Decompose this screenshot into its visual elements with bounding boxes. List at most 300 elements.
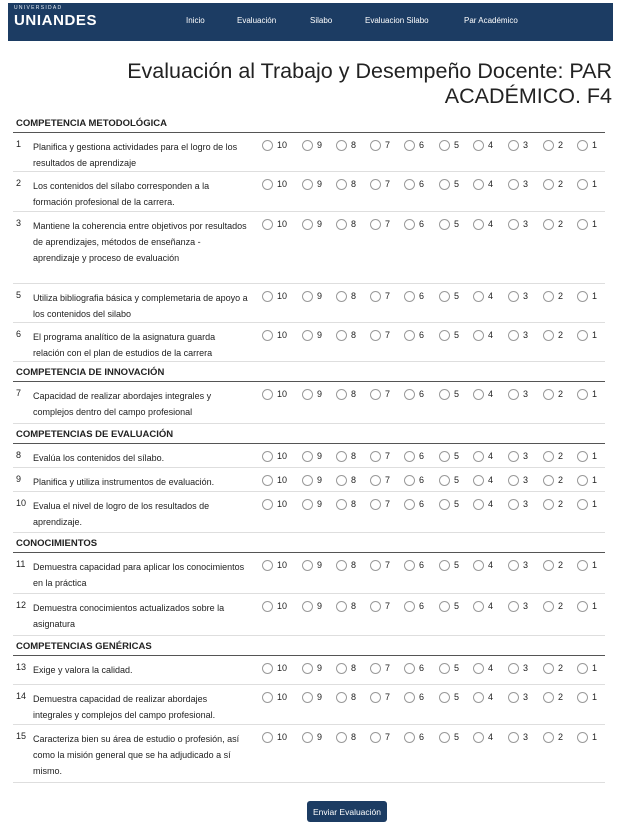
- radio-button[interactable]: [543, 732, 554, 743]
- rating-option[interactable]: [439, 731, 459, 743]
- rating-option[interactable]: [370, 559, 390, 571]
- rating-option[interactable]: [370, 450, 390, 462]
- radio-button[interactable]: [262, 291, 273, 302]
- radio-button[interactable]: [473, 499, 484, 510]
- radio-button[interactable]: [302, 330, 313, 341]
- radio-button[interactable]: [473, 732, 484, 743]
- rating-option[interactable]: [262, 474, 287, 486]
- rating-option[interactable]: [404, 731, 424, 743]
- radio-button[interactable]: [508, 692, 519, 703]
- radio-button[interactable]: [577, 451, 588, 462]
- rating-option[interactable]: [370, 600, 390, 612]
- rating-option[interactable]: [543, 290, 563, 302]
- radio-button[interactable]: [302, 389, 313, 400]
- rating-option[interactable]: [302, 388, 322, 400]
- radio-button[interactable]: [439, 330, 450, 341]
- rating-option[interactable]: [370, 139, 390, 151]
- rating-option[interactable]: [262, 139, 287, 151]
- rating-option[interactable]: [473, 691, 493, 703]
- radio-button[interactable]: [262, 732, 273, 743]
- radio-button[interactable]: [508, 451, 519, 462]
- rating-option[interactable]: [302, 498, 322, 510]
- rating-option[interactable]: [370, 290, 390, 302]
- radio-button[interactable]: [370, 475, 381, 486]
- question-row: [13, 594, 605, 636]
- radio-button[interactable]: [439, 451, 450, 462]
- radio-button[interactable]: [336, 560, 347, 571]
- radio-button[interactable]: [439, 140, 450, 151]
- rating-option[interactable]: [439, 139, 459, 151]
- radio-button[interactable]: [577, 601, 588, 612]
- radio-button[interactable]: [439, 663, 450, 674]
- nav-inicio[interactable]: Inicio: [186, 16, 205, 25]
- radio-button[interactable]: [508, 499, 519, 510]
- radio-button[interactable]: [473, 219, 484, 230]
- rating-option[interactable]: [336, 691, 356, 703]
- question-text: Planifica y utiliza instrumentos de evaluación.: [33, 477, 215, 487]
- rating-option[interactable]: [336, 329, 356, 341]
- radio-button[interactable]: [439, 732, 450, 743]
- rating-option[interactable]: [473, 474, 493, 486]
- radio-button[interactable]: [508, 330, 519, 341]
- rating-option[interactable]: [543, 474, 563, 486]
- rating-option[interactable]: [577, 218, 597, 230]
- rating-option[interactable]: [336, 388, 356, 400]
- rating-option[interactable]: [508, 600, 528, 612]
- rating-option[interactable]: [302, 329, 322, 341]
- radio-button[interactable]: [508, 601, 519, 612]
- radio-button[interactable]: [302, 219, 313, 230]
- rating-option[interactable]: [404, 178, 424, 190]
- radio-button[interactable]: [336, 663, 347, 674]
- radio-button[interactable]: [336, 291, 347, 302]
- radio-button[interactable]: [370, 560, 381, 571]
- rating-option[interactable]: [508, 290, 528, 302]
- radio-button[interactable]: [543, 219, 554, 230]
- rating-option[interactable]: [439, 691, 459, 703]
- radio-button[interactable]: [404, 663, 415, 674]
- rating-option[interactable]: [370, 388, 390, 400]
- rating-value: 4: [488, 179, 494, 189]
- radio-button[interactable]: [370, 601, 381, 612]
- rating-option[interactable]: [262, 600, 287, 612]
- uniandes-logo[interactable]: [14, 5, 97, 29]
- radio-button[interactable]: [543, 291, 554, 302]
- rating-option[interactable]: [473, 600, 493, 612]
- radio-button[interactable]: [404, 560, 415, 571]
- rating-option[interactable]: [543, 559, 563, 571]
- rating-option[interactable]: [508, 388, 528, 400]
- nav-silabo[interactable]: Silabo: [310, 16, 333, 25]
- rating-option[interactable]: [473, 388, 493, 400]
- rating-option[interactable]: [262, 498, 287, 510]
- radio-button[interactable]: [336, 601, 347, 612]
- radio-button[interactable]: [577, 663, 588, 674]
- radio-button[interactable]: [370, 291, 381, 302]
- rating-option[interactable]: [262, 691, 287, 703]
- radio-button[interactable]: [577, 389, 588, 400]
- rating-option[interactable]: [543, 731, 563, 743]
- radio-button[interactable]: [370, 732, 381, 743]
- radio-button[interactable]: [439, 291, 450, 302]
- radio-button[interactable]: [262, 499, 273, 510]
- rating-option[interactable]: [404, 559, 424, 571]
- rating-option[interactable]: [262, 559, 287, 571]
- nav-evaluacion-silabo[interactable]: Evaluacion Silabo: [365, 16, 429, 25]
- rating-option[interactable]: [370, 329, 390, 341]
- rating-option[interactable]: [370, 178, 390, 190]
- rating-option[interactable]: [336, 178, 356, 190]
- rating-option[interactable]: [543, 600, 563, 612]
- rating-option[interactable]: [370, 474, 390, 486]
- rating-option[interactable]: [543, 178, 563, 190]
- rating-option[interactable]: [473, 662, 493, 674]
- rating-option[interactable]: [543, 218, 563, 230]
- rating-option[interactable]: [336, 731, 356, 743]
- rating-option[interactable]: [473, 329, 493, 341]
- rating-option[interactable]: [404, 691, 424, 703]
- radio-button[interactable]: [336, 451, 347, 462]
- radio-button[interactable]: [508, 291, 519, 302]
- rating-option[interactable]: [302, 450, 322, 462]
- rating-option[interactable]: [404, 139, 424, 151]
- radio-button[interactable]: [370, 692, 381, 703]
- radio-button[interactable]: [336, 330, 347, 341]
- radio-button[interactable]: [577, 692, 588, 703]
- rating-option[interactable]: [302, 474, 322, 486]
- radio-button[interactable]: [439, 692, 450, 703]
- radio-button[interactable]: [262, 663, 273, 674]
- radio-button[interactable]: [543, 330, 554, 341]
- radio-button[interactable]: [370, 140, 381, 151]
- rating-option[interactable]: [439, 329, 459, 341]
- rating-option[interactable]: [336, 474, 356, 486]
- rating-option[interactable]: [302, 600, 322, 612]
- radio-button[interactable]: [302, 732, 313, 743]
- radio-button[interactable]: [508, 732, 519, 743]
- radio-button[interactable]: [404, 219, 415, 230]
- rating-option[interactable]: [370, 662, 390, 674]
- radio-button[interactable]: [473, 692, 484, 703]
- radio-button[interactable]: [404, 140, 415, 151]
- radio-button[interactable]: [302, 291, 313, 302]
- radio-button[interactable]: [262, 560, 273, 571]
- rating-option[interactable]: [577, 139, 597, 151]
- radio-button[interactable]: [262, 219, 273, 230]
- radio-button[interactable]: [543, 663, 554, 674]
- rating-option[interactable]: [302, 290, 322, 302]
- radio-button[interactable]: [439, 179, 450, 190]
- radio-button[interactable]: [262, 140, 273, 151]
- rating-option[interactable]: [262, 731, 287, 743]
- radio-button[interactable]: [404, 179, 415, 190]
- rating-option[interactable]: [508, 450, 528, 462]
- rating-option[interactable]: [439, 600, 459, 612]
- rating-option[interactable]: [577, 691, 597, 703]
- rating-option[interactable]: [543, 691, 563, 703]
- rating-value: 7: [385, 179, 391, 189]
- rating-option[interactable]: [577, 600, 597, 612]
- radio-button[interactable]: [508, 140, 519, 151]
- radio-button[interactable]: [302, 692, 313, 703]
- radio-button[interactable]: [473, 389, 484, 400]
- radio-button[interactable]: [439, 389, 450, 400]
- radio-button[interactable]: [577, 560, 588, 571]
- rating-option[interactable]: [439, 290, 459, 302]
- radio-button[interactable]: [302, 663, 313, 674]
- radio-button[interactable]: [302, 601, 313, 612]
- submit-evaluation-button[interactable]: Enviar Evaluación: [307, 801, 387, 822]
- radio-button[interactable]: [336, 140, 347, 151]
- radio-button[interactable]: [404, 291, 415, 302]
- rating-option[interactable]: [370, 731, 390, 743]
- rating-option[interactable]: [473, 290, 493, 302]
- radio-button[interactable]: [262, 330, 273, 341]
- rating-option[interactable]: [370, 218, 390, 230]
- radio-button[interactable]: [262, 179, 273, 190]
- rating-option[interactable]: [543, 139, 563, 151]
- rating-option[interactable]: [439, 662, 459, 674]
- radio-button[interactable]: [370, 219, 381, 230]
- radio-button[interactable]: [404, 499, 415, 510]
- radio-button[interactable]: [404, 475, 415, 486]
- rating-option[interactable]: [262, 178, 287, 190]
- radio-button[interactable]: [370, 499, 381, 510]
- radio-button[interactable]: [577, 140, 588, 151]
- rating-option[interactable]: [336, 600, 356, 612]
- rating-option[interactable]: [336, 218, 356, 230]
- rating-option[interactable]: [508, 218, 528, 230]
- rating-option[interactable]: [473, 450, 493, 462]
- rating-option[interactable]: [336, 498, 356, 510]
- radio-button[interactable]: [302, 451, 313, 462]
- radio-button[interactable]: [473, 663, 484, 674]
- rating-option[interactable]: [404, 388, 424, 400]
- radio-button[interactable]: [543, 179, 554, 190]
- rating-option[interactable]: [262, 290, 287, 302]
- nav-par-academico[interactable]: Par Académico: [464, 16, 518, 25]
- rating-option[interactable]: [404, 498, 424, 510]
- rating-option[interactable]: [302, 559, 322, 571]
- rating-option[interactable]: [439, 218, 459, 230]
- radio-button[interactable]: [577, 219, 588, 230]
- rating-option[interactable]: [473, 731, 493, 743]
- rating-option[interactable]: [508, 691, 528, 703]
- radio-button[interactable]: [404, 692, 415, 703]
- radio-button[interactable]: [370, 451, 381, 462]
- rating-option[interactable]: [543, 450, 563, 462]
- rating-option[interactable]: [543, 662, 563, 674]
- radio-button[interactable]: [302, 560, 313, 571]
- rating-option[interactable]: [473, 559, 493, 571]
- rating-option[interactable]: [577, 329, 597, 341]
- radio-button[interactable]: [302, 499, 313, 510]
- rating-option[interactable]: [404, 474, 424, 486]
- rating-option[interactable]: [336, 290, 356, 302]
- rating-option[interactable]: [473, 139, 493, 151]
- radio-button[interactable]: [336, 179, 347, 190]
- radio-button[interactable]: [508, 560, 519, 571]
- rating-option[interactable]: [404, 600, 424, 612]
- rating-option[interactable]: [262, 450, 287, 462]
- radio-button[interactable]: [336, 692, 347, 703]
- rating-option[interactable]: [508, 139, 528, 151]
- radio-button[interactable]: [262, 389, 273, 400]
- rating-option[interactable]: [404, 450, 424, 462]
- radio-button[interactable]: [336, 475, 347, 486]
- radio-button[interactable]: [543, 451, 554, 462]
- rating-option[interactable]: [577, 290, 597, 302]
- radio-button[interactable]: [577, 732, 588, 743]
- rating-value: 5: [454, 451, 460, 461]
- rating-option[interactable]: [439, 559, 459, 571]
- radio-button[interactable]: [473, 475, 484, 486]
- logo-name: UNIANDES: [14, 12, 98, 29]
- rating-option[interactable]: [404, 290, 424, 302]
- radio-button[interactable]: [508, 475, 519, 486]
- rating-option[interactable]: [577, 498, 597, 510]
- rating-option[interactable]: [439, 498, 459, 510]
- radio-button[interactable]: [336, 389, 347, 400]
- rating-option[interactable]: [508, 474, 528, 486]
- radio-button[interactable]: [262, 475, 273, 486]
- rating-value: 4: [488, 475, 494, 485]
- radio-button[interactable]: [262, 692, 273, 703]
- radio-button[interactable]: [404, 389, 415, 400]
- radio-button[interactable]: [473, 140, 484, 151]
- rating-option[interactable]: [404, 218, 424, 230]
- radio-button[interactable]: [577, 291, 588, 302]
- rating-option[interactable]: [262, 388, 287, 400]
- rating-option[interactable]: [508, 559, 528, 571]
- radio-button[interactable]: [543, 140, 554, 151]
- radio-button[interactable]: [577, 499, 588, 510]
- radio-button[interactable]: [543, 560, 554, 571]
- rating-value: 10: [277, 475, 288, 485]
- radio-button[interactable]: [508, 389, 519, 400]
- rating-option[interactable]: [577, 178, 597, 190]
- rating-value: 5: [454, 330, 460, 340]
- rating-option[interactable]: [577, 450, 597, 462]
- radio-button[interactable]: [370, 663, 381, 674]
- radio-button[interactable]: [508, 219, 519, 230]
- rating-option[interactable]: [543, 388, 563, 400]
- rating-option[interactable]: [577, 559, 597, 571]
- radio-button[interactable]: [473, 330, 484, 341]
- radio-button[interactable]: [577, 475, 588, 486]
- rating-option[interactable]: [508, 662, 528, 674]
- rating-option[interactable]: [370, 691, 390, 703]
- rating-option[interactable]: [439, 388, 459, 400]
- radio-button[interactable]: [336, 732, 347, 743]
- radio-button[interactable]: [473, 601, 484, 612]
- rating-option[interactable]: [404, 662, 424, 674]
- radio-button[interactable]: [439, 499, 450, 510]
- rating-option[interactable]: [302, 662, 322, 674]
- radio-button[interactable]: [302, 179, 313, 190]
- rating-option[interactable]: [439, 474, 459, 486]
- rating-option[interactable]: [336, 450, 356, 462]
- radio-button[interactable]: [302, 475, 313, 486]
- radio-button[interactable]: [262, 451, 273, 462]
- radio-button[interactable]: [404, 330, 415, 341]
- radio-button[interactable]: [439, 560, 450, 571]
- radio-button[interactable]: [543, 692, 554, 703]
- rating-option[interactable]: [508, 178, 528, 190]
- rating-option[interactable]: [508, 329, 528, 341]
- rating-option[interactable]: [336, 662, 356, 674]
- radio-button[interactable]: [262, 601, 273, 612]
- radio-button[interactable]: [577, 179, 588, 190]
- radio-button[interactable]: [439, 475, 450, 486]
- rating-option[interactable]: [577, 388, 597, 400]
- question-text: Evalua el nivel de logro de los resultados de aprendizaje.: [33, 501, 210, 527]
- radio-button[interactable]: [543, 475, 554, 486]
- radio-button[interactable]: [508, 179, 519, 190]
- radio-button[interactable]: [508, 663, 519, 674]
- rating-option[interactable]: [302, 218, 322, 230]
- radio-button[interactable]: [370, 389, 381, 400]
- radio-button[interactable]: [439, 219, 450, 230]
- rating-value: 8: [351, 663, 357, 673]
- radio-button[interactable]: [370, 179, 381, 190]
- rating-option[interactable]: [577, 731, 597, 743]
- radio-button[interactable]: [404, 732, 415, 743]
- rating-option[interactable]: [262, 662, 287, 674]
- radio-button[interactable]: [404, 451, 415, 462]
- rating-option[interactable]: [543, 329, 563, 341]
- radio-button[interactable]: [404, 601, 415, 612]
- rating-option[interactable]: [439, 450, 459, 462]
- rating-option[interactable]: [577, 662, 597, 674]
- radio-button[interactable]: [577, 330, 588, 341]
- rating-option[interactable]: [473, 218, 493, 230]
- rating-option[interactable]: [262, 329, 287, 341]
- rating-option[interactable]: [262, 218, 287, 230]
- question-number: 6: [16, 329, 22, 339]
- rating-option[interactable]: [508, 731, 528, 743]
- radio-button[interactable]: [543, 499, 554, 510]
- nav-evaluacion[interactable]: Evaluación: [237, 16, 277, 25]
- rating-value: 1: [592, 140, 598, 150]
- radio-button[interactable]: [336, 219, 347, 230]
- radio-button[interactable]: [336, 499, 347, 510]
- rating-option[interactable]: [508, 498, 528, 510]
- rating-option[interactable]: [577, 474, 597, 486]
- radio-button[interactable]: [473, 179, 484, 190]
- radio-button[interactable]: [302, 140, 313, 151]
- rating-option[interactable]: [473, 178, 493, 190]
- rating-option[interactable]: [543, 498, 563, 510]
- radio-button[interactable]: [543, 601, 554, 612]
- radio-button[interactable]: [439, 601, 450, 612]
- radio-button[interactable]: [370, 330, 381, 341]
- rating-option[interactable]: [439, 178, 459, 190]
- rating-option[interactable]: [370, 498, 390, 510]
- rating-option[interactable]: [336, 559, 356, 571]
- rating-option[interactable]: [404, 329, 424, 341]
- radio-button[interactable]: [473, 560, 484, 571]
- rating-option[interactable]: [336, 139, 356, 151]
- rating-option[interactable]: [473, 498, 493, 510]
- radio-button[interactable]: [543, 389, 554, 400]
- rating-option[interactable]: [302, 691, 322, 703]
- radio-button[interactable]: [473, 451, 484, 462]
- rating-option[interactable]: [302, 178, 322, 190]
- rating-option[interactable]: [302, 731, 322, 743]
- rating-option[interactable]: [302, 139, 322, 151]
- radio-button[interactable]: [473, 291, 484, 302]
